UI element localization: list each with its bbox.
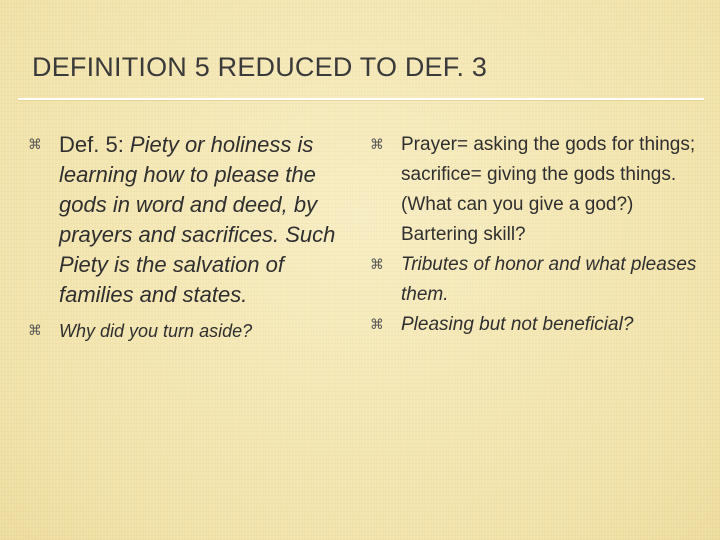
slide-title: DEFINITION 5 REDUCED TO DEF. 3 bbox=[32, 52, 488, 82]
title-divider bbox=[18, 98, 704, 101]
list-item bbox=[370, 310, 700, 340]
command-bullet-icon: ⌘ bbox=[28, 323, 42, 339]
command-bullet-icon: ⌘ bbox=[370, 257, 384, 273]
tributes-text: Tributes of honor and what pleases them. bbox=[401, 254, 697, 305]
command-bullet-icon: ⌘ bbox=[28, 137, 42, 153]
list-item bbox=[28, 130, 346, 310]
command-bullet-icon: ⌘ bbox=[370, 137, 384, 153]
definition-label: Def. 5: bbox=[59, 132, 130, 157]
list-item bbox=[370, 130, 700, 250]
definition-text: Piety or holiness is learning how to please the gods in word and deed, by prayers and sacrifices. Such Piety is the salvation of families and states. bbox=[59, 132, 336, 307]
question-text: Why did you turn aside? bbox=[59, 321, 253, 341]
left-bullet-list bbox=[28, 130, 346, 352]
prayer-sacrifice-text: Prayer= asking the gods for things; sacrifice= giving the gods things. (What can you give a god?) Bartering skill? bbox=[401, 134, 696, 245]
right-bullet-list bbox=[370, 130, 700, 340]
list-item bbox=[370, 250, 700, 310]
pleasing-text: Pleasing but not beneficial? bbox=[401, 314, 634, 335]
list-item bbox=[28, 316, 346, 346]
command-bullet-icon: ⌘ bbox=[370, 317, 384, 333]
